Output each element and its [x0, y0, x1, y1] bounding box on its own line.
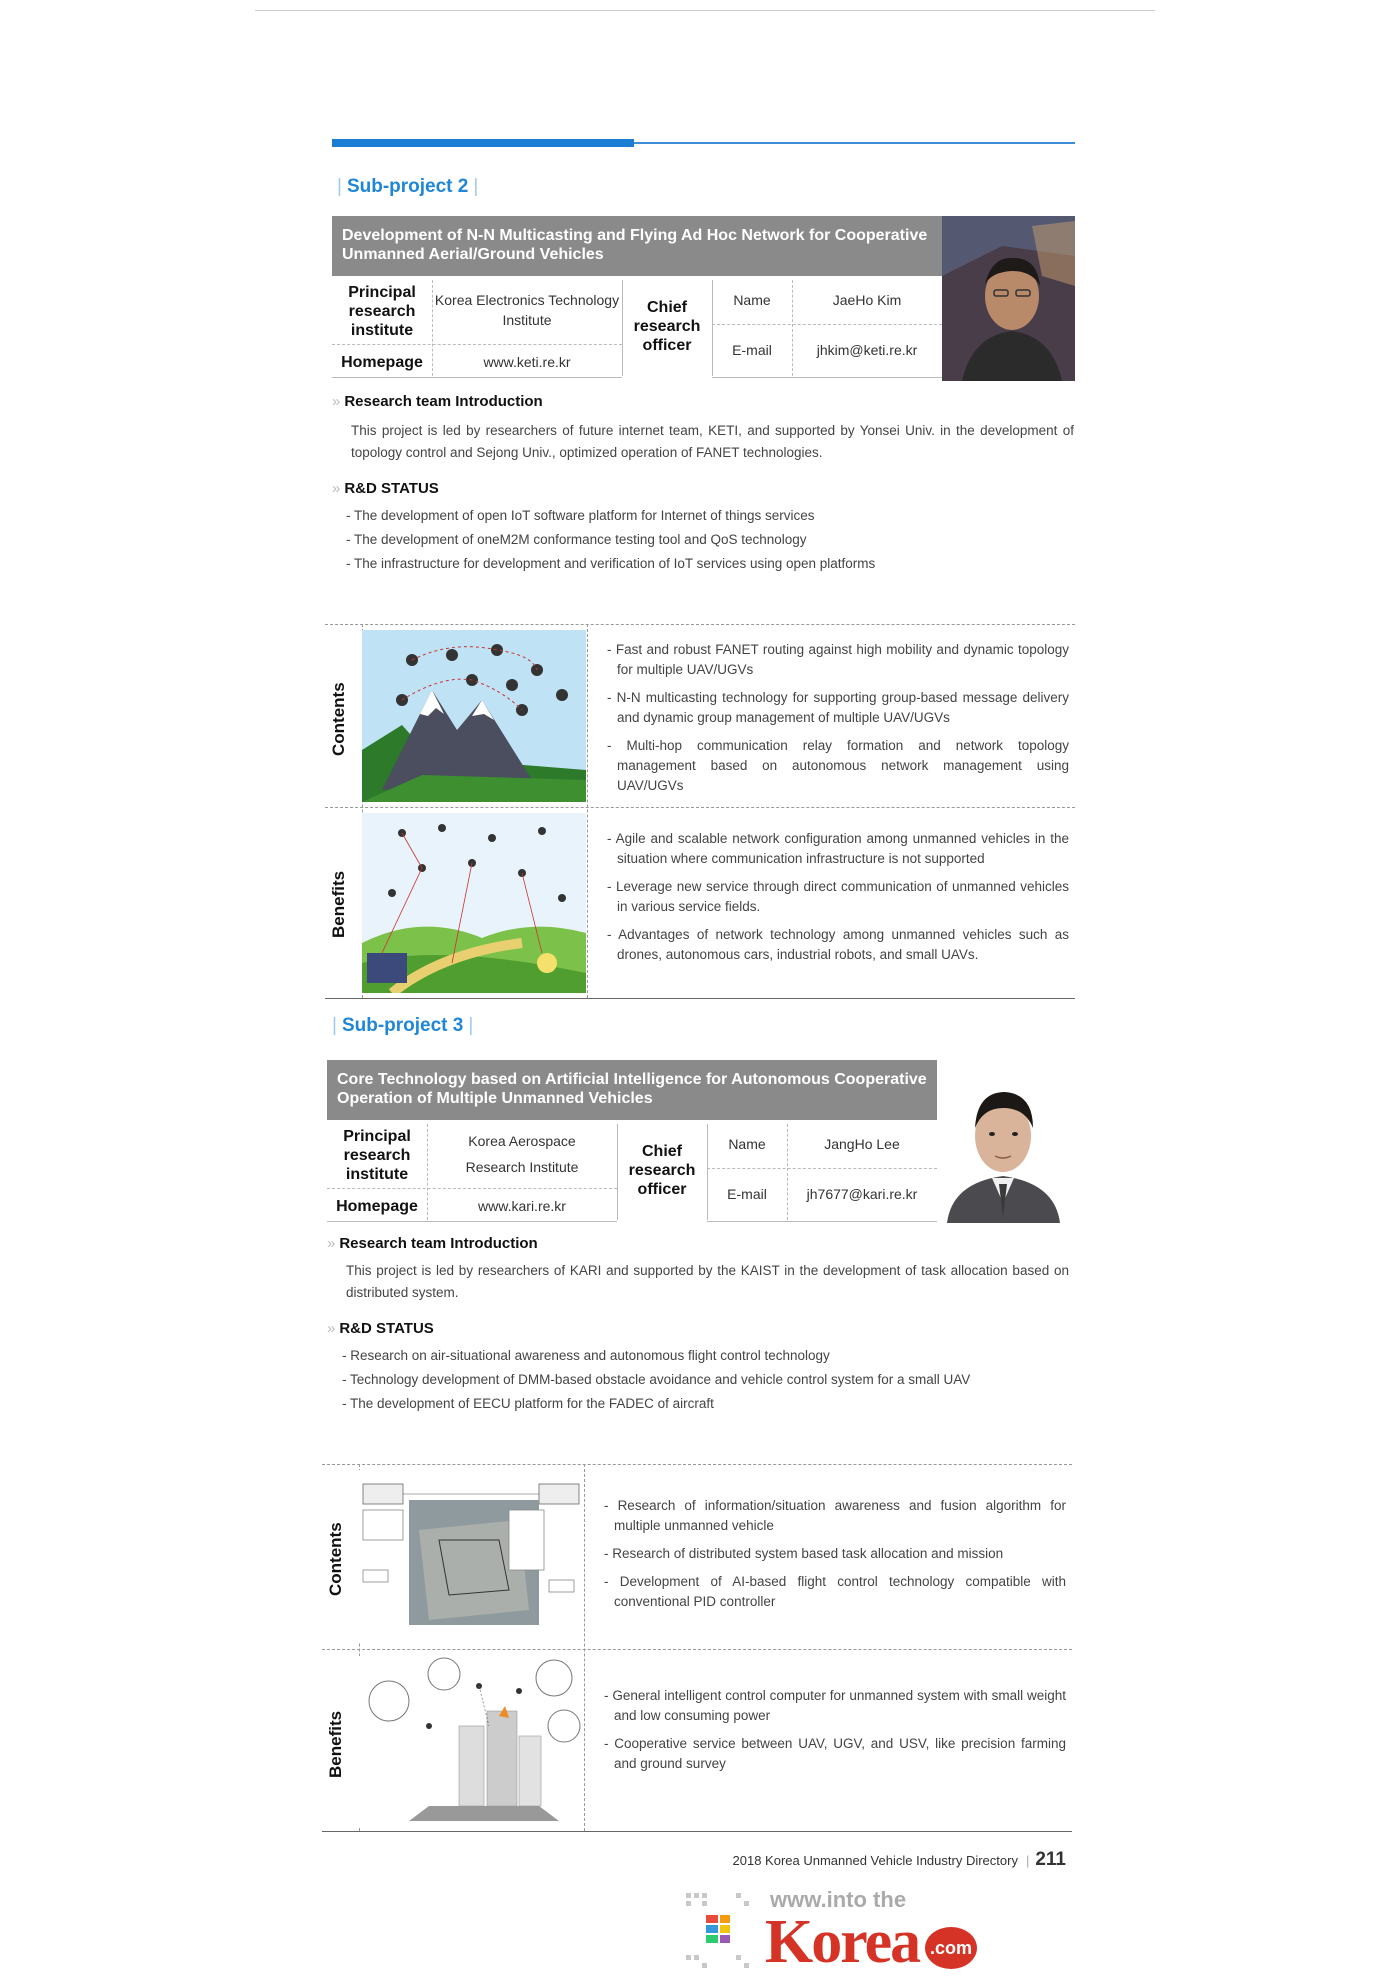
chief-officer-photo	[942, 216, 1075, 381]
email-link[interactable]: jhkim@keti.re.kr	[816, 342, 918, 358]
fanet-drone-mountain-image	[362, 630, 586, 802]
list-item: - The development of open IoT software platform for Internet of things services	[346, 508, 815, 523]
sub-project-2-status-heading: » R&D STATUS	[332, 480, 439, 497]
list-item: - General intelligent control computer for unmanned system with small weight and low consuming power	[604, 1688, 1066, 1723]
list-item: - Leverage new service through direct communication of unmanned vehicles in various service fields.	[607, 879, 1069, 914]
chief-officer-label: Chief research officer	[628, 1142, 696, 1198]
watermark-suffix-badge: .com	[925, 1927, 977, 1969]
principal-label: Principal research institute	[348, 283, 416, 339]
institute-value: Korea Electronics Technology Institute	[434, 292, 620, 328]
sub-project-2-title: Development of N-N Multicasting and Flying Ad Hoc Network for Cooperative Unmanned Aerial/Ground Vehicles	[332, 216, 942, 276]
list-item: - Cooperative service between UAV, UGV, and USV, like precision farming and ground survey	[604, 1736, 1066, 1771]
name-value: JangHo Lee	[824, 1136, 900, 1152]
list-item: - The development of oneM2M conformance testing tool and QoS technology	[346, 532, 807, 547]
cooperative-service-illustration	[359, 1656, 583, 1826]
institute-value: Korea Aerospace Research Institute	[465, 1133, 579, 1175]
sub-project-3-intro-heading: » Research team Introduction	[327, 1235, 538, 1252]
list-item: - Research of information/situation awareness and fusion algorithm for multiple unmanned vehicle	[604, 1498, 1066, 1533]
page-footer: 2018 Korea Unmanned Vehicle Industry Directory | 211	[732, 1849, 1066, 1870]
sub-project-2-label: | Sub-project 2 |	[337, 176, 479, 197]
homepage-link[interactable]: www.kari.re.kr	[478, 1198, 566, 1214]
chief-officer-label: Chief research officer	[633, 298, 701, 354]
email-label: E-mail	[732, 342, 772, 358]
watermark-brand-text: Korea	[765, 1908, 920, 1976]
section-rule	[332, 142, 1075, 144]
sub-project-3-intro-text: This project is led by researchers of KARI and supported by the KAIST in the development of task allocation based on distributed system.	[346, 1263, 1069, 1300]
list-item: - The development of EECU platform for the FADEC of aircraft	[342, 1396, 714, 1411]
watermark-logo	[680, 1885, 1040, 1975]
chief-officer-photo	[937, 1058, 1070, 1223]
email-link[interactable]: jh7677@kari.re.kr	[806, 1186, 918, 1202]
sub-project-3-label: | Sub-project 3 |	[332, 1015, 474, 1036]
list-item: - The infrastructure for development and verification of IoT services using open platforms	[346, 556, 876, 571]
name-label: Name	[728, 1136, 766, 1152]
list-item: - Fast and robust FANET routing against high mobility and dynamic topology for multiple UAV/UGVs	[607, 642, 1069, 677]
homepage-link[interactable]: www.keti.re.kr	[483, 354, 571, 370]
sub-project-2-contents-list	[607, 640, 1069, 804]
sub-project-2-intro-heading: » Research team Introduction	[332, 393, 543, 410]
directory-title: 2018 Korea Unmanned Vehicle Industry Directory	[732, 1853, 1018, 1868]
homepage-label: Homepage	[336, 1197, 418, 1215]
sub-project-3-title: Core Technology based on Artificial Intelligence for Autonomous Cooperative Operation of Multiple Unmanned Vehicles	[327, 1060, 937, 1120]
sub-project-2-status-list	[346, 504, 1066, 576]
list-item: - Research on air-situational awareness and autonomous flight control technology	[342, 1348, 830, 1363]
sub-project-2-intro-text: This project is led by researchers of future internet team, KETI, and supported by Yonsei Univ. in the development of topology control and Sejong Univ., optimized operation of FANET technologies.	[351, 423, 1074, 460]
sub-project-2-benefits-list	[607, 829, 1069, 973]
benefits-label: Benefits	[329, 870, 348, 938]
list-item: - Research of distributed system based task allocation and mission	[604, 1546, 1004, 1561]
sub-project-3-contents-list	[604, 1496, 1066, 1620]
sub-project-2-contents-benefits	[325, 624, 1075, 1000]
benefits-label: Benefits	[326, 1710, 345, 1778]
watermark-top-text: www.into the	[770, 1887, 907, 1912]
contents-label: Contents	[329, 682, 348, 756]
list-item: - N-N multicasting technology for supporting group-based message delivery and dynamic group management of multiple UAV/UGVs	[607, 690, 1069, 725]
list-item: - Multi-hop communication relay formation and network topology management based on autonomous network management using UAV/UGVs	[607, 738, 1069, 793]
top-rule	[255, 10, 1155, 11]
name-label: Name	[733, 292, 771, 308]
sub-project-3-status-list	[342, 1344, 1072, 1416]
list-item: - Development of AI-based flight control technology compatible with conventional PID controller	[604, 1574, 1066, 1609]
sub-project-2-info-table	[332, 276, 942, 381]
sub-project-3-benefits-list	[604, 1686, 1066, 1782]
email-label: E-mail	[727, 1186, 767, 1202]
principal-label: Principal research institute	[343, 1127, 411, 1183]
page-number: 211	[1035, 1849, 1066, 1870]
sub-project-3-contents-benefits	[322, 1464, 1072, 1838]
unmanned-network-illustration	[362, 813, 586, 993]
list-item: - Agile and scalable network configuration among unmanned vehicles in the situation where communication infrastructure is not supported	[607, 831, 1069, 866]
contents-label: Contents	[326, 1522, 345, 1596]
list-item: - Technology development of DMM-based obstacle avoidance and vehicle control system for a small UAV	[342, 1372, 971, 1387]
sub-project-3-info-table	[327, 1120, 937, 1225]
homepage-label: Homepage	[341, 353, 423, 371]
mission-control-diagram-image	[359, 1470, 583, 1642]
name-value: JaeHo Kim	[832, 292, 902, 308]
list-item: - Advantages of network technology among unmanned vehicles such as drones, autonomous cars, industrial robots, and small UAVs.	[607, 927, 1069, 962]
sub-project-3-status-heading: » R&D STATUS	[327, 1320, 434, 1337]
